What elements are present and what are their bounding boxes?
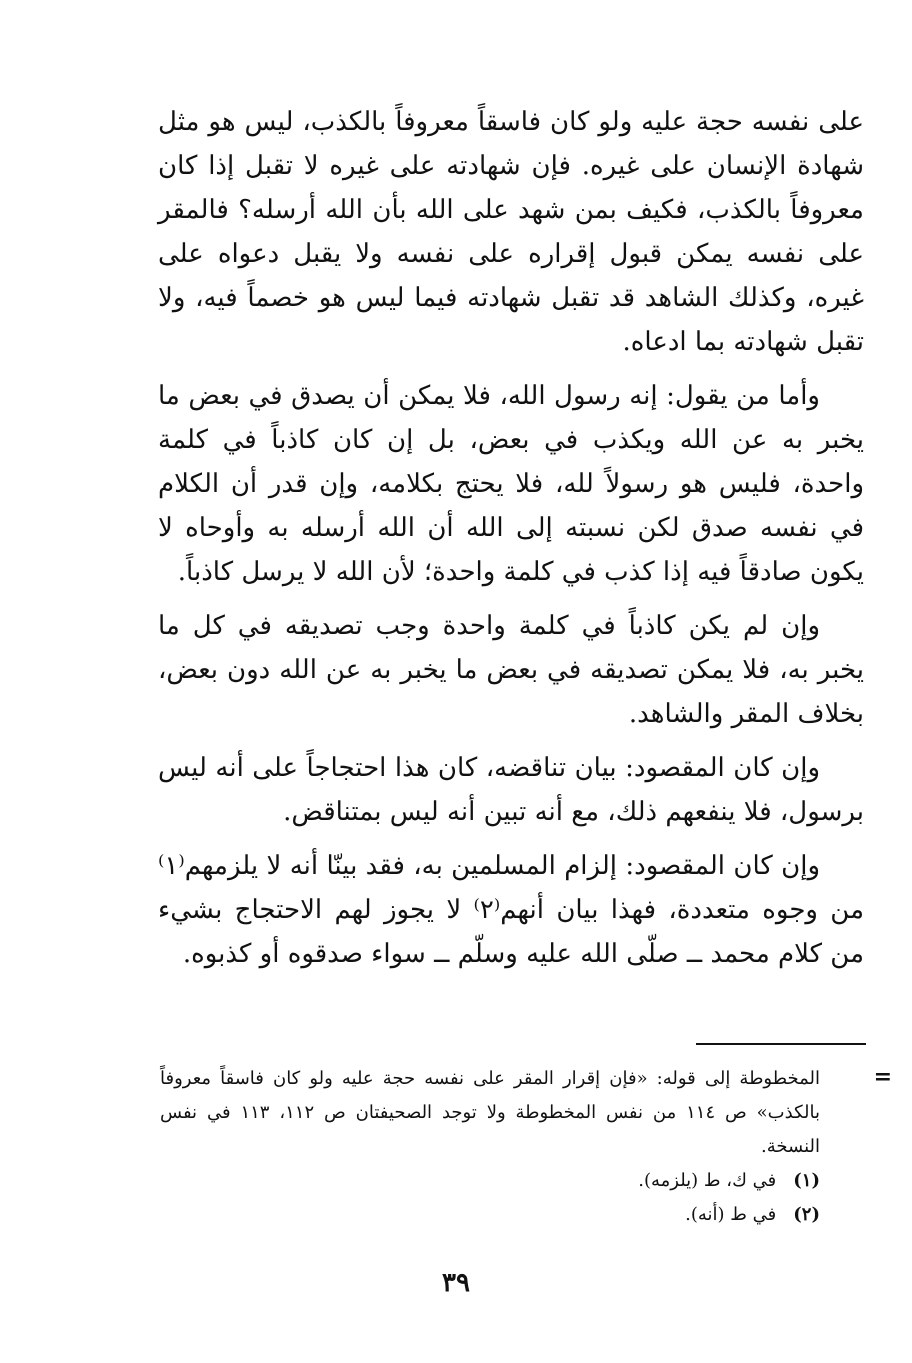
footnotes: [160, 1062, 820, 1232]
footnote-item: [160, 1164, 820, 1198]
footnote-text: في ك، ط (يلزمه).: [638, 1170, 777, 1191]
footnote-item: [160, 1198, 820, 1232]
paragraph-3: وإن لم يكن كاذباً في كلمة واحدة وجب تصديقه في كل ما يخبر به، فلا يمكن تصديقه في بعض ما يخبر به عن الله دون بعض، بخلاف المقر والشاهد.: [158, 611, 864, 729]
footnote-divider: [696, 1043, 866, 1045]
paragraph-2: وأما من يقول: إنه رسول الله، فلا يمكن أن يصدق في بعض ما يخبر به عن الله ويكذب في بعض، بل إن كان كاذباً في كلمة واحدة، فليس هو رسولاً لله، فلا يحتج بكلامه، وإن قدر أن الكلام في نفسه صدق لكن نسبته إلى الله أن الله أرسله به وأوحاه لا يكون صادقاً فيه إذا كذب في كلمة واحدة؛ لأن الله لا يرسل كاذباً.: [158, 381, 864, 587]
page-number: ٣٩: [442, 1268, 470, 1298]
footnote-number: (١): [793, 1170, 820, 1191]
footnote-continuation-text: المخطوطة إلى قوله: «فإن إقرار المقر على نفسه حجة عليه ولو كان فاسقاً معروفاً بالكذب» ص ١١٤ من نفس المخطوطة ولا توجد الصحيفتان ص ١١٢، ١١٣ في نفس النسخة.: [160, 1068, 820, 1157]
paragraph-4: وإن كان المقصود: بيان تناقضه، كان هذا احتجاجاً على أنه ليس برسول، فلا ينفعهم ذلك، مع أنه تبين أنه ليس بمتناقض.: [158, 753, 864, 827]
paragraph-1: على نفسه حجة عليه ولو كان فاسقاً معروفاً بالكذب، ليس هو مثل شهادة الإنسان على غيره. فإن شهادته على غيره لا تقبل إذا كان معروفاً بالكذب، فكيف بمن شهد على الله بأن الله أرسله؟ فالمقر على نفسه يمكن قبول إقراره على نفسه ولا يقبل دعواه على غيره، وكذلك الشاهد قد تقبل شهادته فيما ليس هو خصماً فيه، ولا تقبل شهادته بما ادعاه.: [158, 107, 864, 357]
footnote-continuation-mark: =: [873, 1064, 892, 1090]
footnote-text: في ط (أنه).: [685, 1204, 777, 1225]
paragraph-5: وإن كان المقصود: إلزام المسلمين به، فقد بينّا أنه لا يلزمهم⁽١⁾ من وجوه متعددة، فهذا بيان أنهم⁽٢⁾ لا يجوز لهم الاحتجاج بشيء من كلام محمد ــ صلّى الله عليه وسلّم ــ سواء صدقوه أو كذبوه.: [158, 851, 864, 969]
page-body: [158, 100, 864, 986]
footnote-number: (٢): [793, 1204, 820, 1225]
